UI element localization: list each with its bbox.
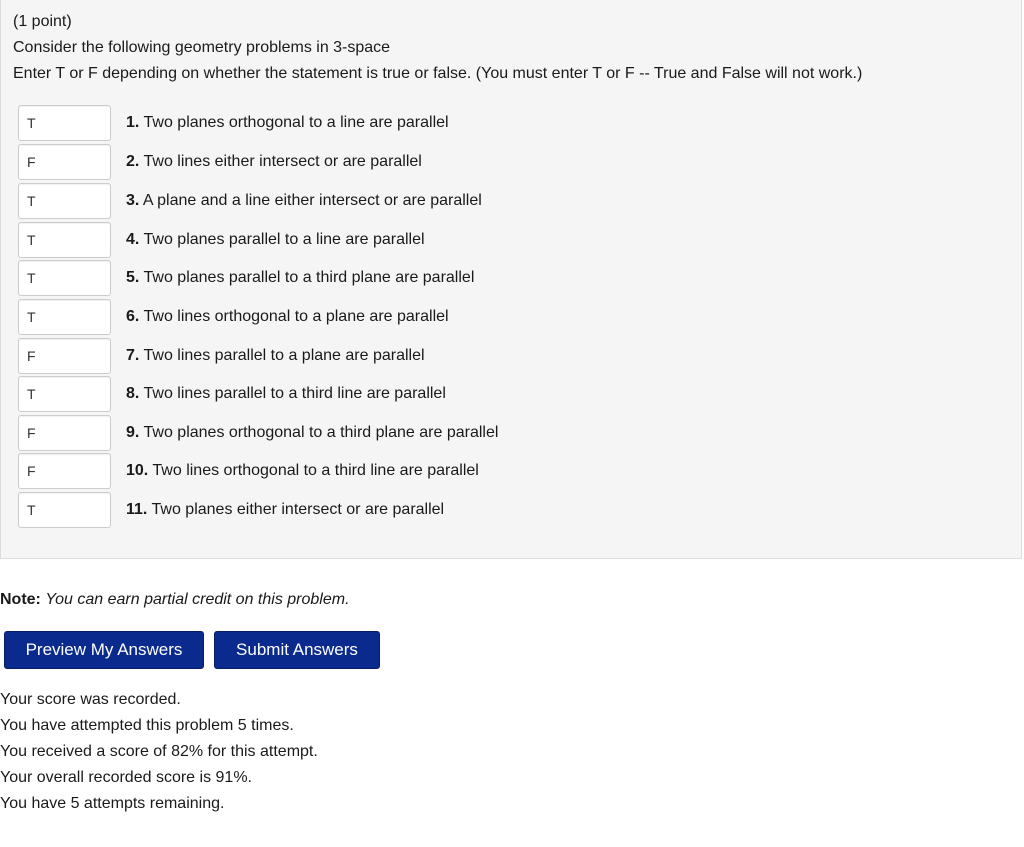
- statement-number: 7.: [126, 347, 140, 364]
- statement-7: [126, 338, 425, 374]
- statement-number: 5.: [126, 269, 140, 286]
- answer-input-3[interactable]: [18, 183, 111, 219]
- question-row: [18, 222, 918, 259]
- statement-5: [126, 260, 474, 296]
- question-row: [18, 338, 918, 375]
- statement-number: 2.: [126, 153, 140, 170]
- problem-title: Consider the following geometry problems in 3-space: [13, 39, 391, 56]
- note-text: You can earn partial credit on this problem.: [45, 591, 350, 608]
- statement-number: 8.: [126, 385, 140, 402]
- statement-text: Two lines either intersect or are parallel: [143, 153, 422, 170]
- attempts-remaining-message: You have 5 attempts remaining.: [0, 795, 225, 812]
- statement-text: Two planes either intersect or are parallel: [151, 501, 445, 518]
- statement-number: 4.: [126, 231, 140, 248]
- statement-text: Two planes orthogonal to a third plane are parallel: [143, 424, 499, 441]
- submit-answers-button[interactable]: Submit Answers: [214, 631, 380, 669]
- answer-input-11[interactable]: [18, 492, 111, 528]
- answer-input-7[interactable]: [18, 338, 111, 374]
- statement-text: Two lines parallel to a third line are parallel: [143, 385, 446, 402]
- question-row: [18, 415, 918, 452]
- statement-number: 10.: [126, 462, 149, 479]
- partial-credit-note: [0, 589, 350, 611]
- statement-number: 11.: [126, 501, 148, 518]
- answer-input-4[interactable]: [18, 222, 111, 258]
- answer-input-1[interactable]: [18, 105, 111, 141]
- statement-3: [126, 183, 482, 219]
- problem-instructions: Enter T or F depending on whether the statement is true or false. (You must enter T or F -- True and False will not work.): [13, 65, 863, 82]
- question-row: [18, 299, 918, 336]
- statement-1: [126, 105, 449, 141]
- statement-number: 9.: [126, 424, 140, 441]
- statement-8: [126, 376, 446, 412]
- statement-text: Two lines orthogonal to a third line are parallel: [152, 462, 479, 479]
- statement-number: 6.: [126, 308, 140, 325]
- attempt-score-message: You received a score of 82% for this attempt.: [0, 743, 318, 760]
- statement-9: [126, 415, 498, 451]
- statement-text: Two lines orthogonal to a plane are parallel: [143, 308, 449, 325]
- answer-input-2[interactable]: [18, 144, 111, 180]
- statement-2: [126, 144, 422, 180]
- statement-text: Two planes parallel to a third plane are parallel: [143, 269, 475, 286]
- answer-input-9[interactable]: [18, 415, 111, 451]
- score-recorded-message: Your score was recorded.: [0, 691, 181, 708]
- statement-number: 1.: [126, 114, 140, 131]
- preview-answers-button[interactable]: Preview My Answers: [4, 631, 204, 669]
- question-row: [18, 105, 918, 142]
- statement-number: 3.: [126, 192, 140, 209]
- answer-input-8[interactable]: [18, 376, 111, 412]
- statement-text: Two planes parallel to a line are parallel: [143, 231, 425, 248]
- note-label: Note:: [0, 591, 41, 608]
- statement-6: [126, 299, 449, 335]
- statement-text: Two planes orthogonal to a line are parallel: [143, 114, 449, 131]
- problem-points: (1 point): [13, 13, 72, 30]
- question-row: [18, 376, 918, 413]
- question-row: [18, 183, 918, 220]
- statement-text: A plane and a line either intersect or are parallel: [142, 192, 482, 209]
- answer-input-5[interactable]: [18, 260, 111, 296]
- question-row: [18, 144, 918, 181]
- question-row: [18, 260, 918, 297]
- statement-text: Two lines parallel to a plane are parallel: [143, 347, 425, 364]
- question-row: [18, 492, 918, 529]
- statement-4: [126, 222, 425, 258]
- statement-10: [126, 453, 479, 489]
- overall-score-message: Your overall recorded score is 91%.: [0, 769, 252, 786]
- question-row: [18, 453, 918, 490]
- attempts-count-message: You have attempted this problem 5 times.: [0, 717, 294, 734]
- answer-input-10[interactable]: [18, 453, 111, 489]
- statement-11: [126, 492, 444, 528]
- answer-input-6[interactable]: [18, 299, 111, 335]
